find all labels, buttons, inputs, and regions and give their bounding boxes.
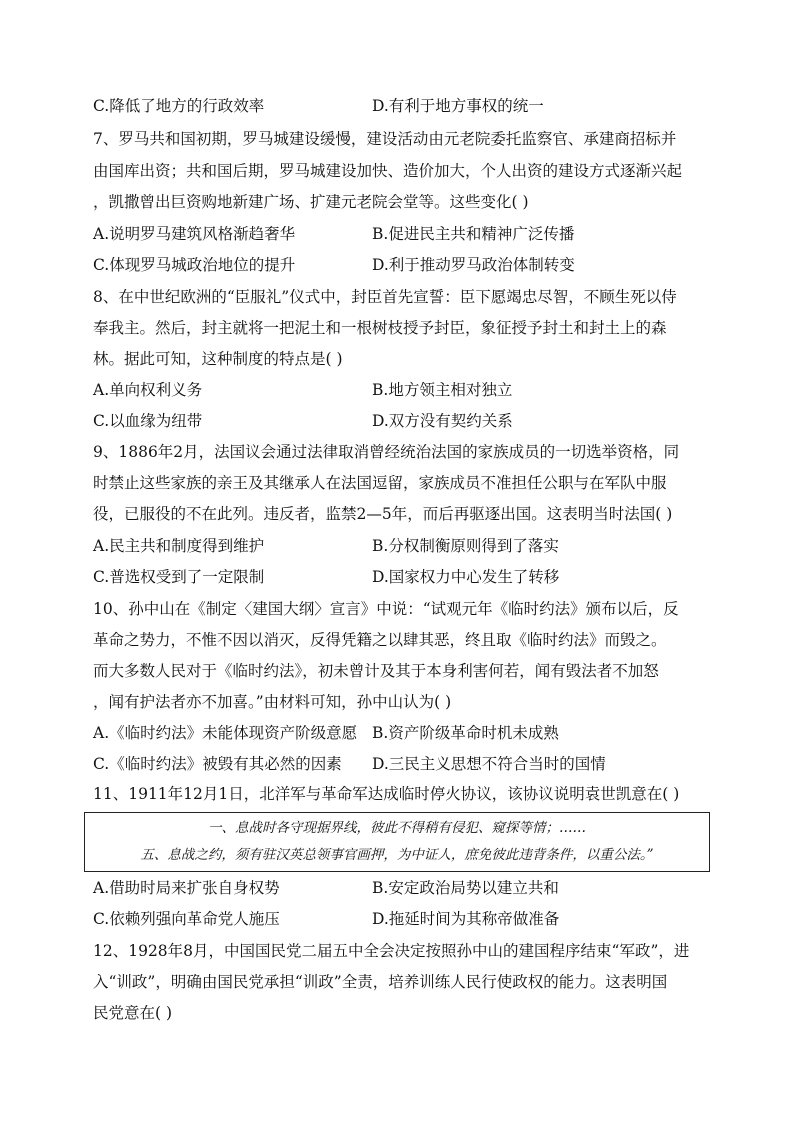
option-b: B.促进民主共和精神广泛传播	[372, 225, 575, 243]
prev-option-d: D.有利于地方事权的统一	[372, 97, 544, 115]
option-b: B.资产阶级革命时机未成熟	[372, 724, 559, 742]
option-d: D.双方没有契约关系	[372, 412, 513, 430]
question-text-line: 奉我主。然后，封主就将一把泥土和一根树枝授予封臣，象征授予封土和封土上的森	[93, 319, 667, 337]
option-a: A.单向权利义务	[93, 381, 203, 399]
material-line: 五、息战之约，须有驻汉英总领事官画押，为中证人，庶免彼此违背条件，以重公法。”	[140, 847, 654, 863]
option-a: A.说明罗马建筑风格渐趋奢华	[93, 225, 296, 243]
option-c: C.体现罗马城政治地位的提升	[93, 256, 296, 274]
option-a: A.《临时约法》未能体现资产阶级意愿	[93, 724, 358, 742]
option-d: D.国家权力中心发生了转移	[372, 568, 560, 586]
question-text-line: 而大多数人民对于《临时约法》，初未曾计及其于本身利害何若，闻有毁法者不加怒	[93, 662, 659, 680]
prev-option-c: C.降低了地方的行政效率	[93, 97, 265, 115]
question-text-line: ，闻有护法者亦不加喜。”由材料可知，孙中山认为( )	[93, 693, 452, 711]
material-box	[84, 812, 710, 872]
option-d: D.利于推动罗马政治体制转变	[372, 256, 575, 274]
question-text-line: 革命之势力，不惟不因以消灭，反得凭籍之以肆其恶，终且取《临时约法》而毁之。	[93, 631, 667, 649]
question-text-line: 役，已服役的不在此列。违反者，监禁2—5年，而后再驱逐出国。这表明当时法国( )	[93, 505, 673, 523]
option-d: D.拖延时间为其称帝做准备	[372, 910, 560, 928]
question-text-line: 林。据此可知，这种制度的特点是( )	[93, 350, 343, 368]
question-text-line: 12、1928年8月，中国国民党二届五中全会决定按照孙中山的建国程序结束“军政”，进	[93, 942, 690, 960]
question-text-line: 民党意在( )	[93, 1004, 173, 1022]
option-c: C.《临时约法》被毁有其必然的因素	[93, 755, 342, 773]
question-text-line: 时禁止这些家族的亲王及其继承人在法国逗留，家族成员不准担任公职与在军队中服	[93, 474, 667, 492]
option-d: D.三民主义思想不符合当时的国情	[372, 755, 606, 773]
option-a: A.民主共和制度得到维护	[93, 537, 265, 555]
question-text-line: 9、1886年2月，法国议会通过法律取消曾经统治法国的家族成员的一切选举资格，同	[93, 443, 680, 461]
option-c: C.以血缘为纽带	[93, 412, 203, 430]
option-a: A.借助时局来扩张自身权势	[93, 879, 280, 897]
question-text-line: ，凯撒曾出巨资购地新建广场、扩建元老院会堂等。这些变化( )	[93, 193, 529, 211]
question-text-line: 11、1911年12月1日，北洋军与革命军达成临时停火协议，该协议说明袁世凯意在( )	[93, 785, 680, 803]
option-b: B.地方领主相对独立	[372, 381, 513, 399]
option-b: B.分权制衡原则得到了落实	[372, 537, 559, 555]
question-text-line: 8、在中世纪欧洲的“臣服礼”仪式中，封臣首先宣誓：臣下愿竭忠尽智，不顾生死以侍	[93, 288, 677, 306]
option-c: C.普选权受到了一定限制	[93, 568, 265, 586]
material-line: 一、息战时各守现据界线，彼此不得稍有侵犯、窥探等情；……	[208, 820, 586, 836]
option-c: C.依赖列强向革命党人施压	[93, 910, 280, 928]
question-text-line: 入“训政”，明确由国民党承担“训政”全责，培养训练人民行使政权的能力。这表明国	[93, 973, 668, 991]
question-text-line: 由国库出资；共和国后期，罗马城建设加快、造价加大，个人出资的建设方式逐渐兴起	[93, 162, 683, 180]
option-b: B.安定政治局势以建立共和	[372, 879, 559, 897]
question-text-line: 10、孙中山在《制定〈建国大纲〉宣言》中说：“试观元年《临时约法》颁布以后，反	[93, 600, 679, 618]
question-text-line: 7、罗马共和国初期，罗马城建设缓慢，建设活动由元老院委托监察官、承建商招标并	[93, 130, 677, 148]
